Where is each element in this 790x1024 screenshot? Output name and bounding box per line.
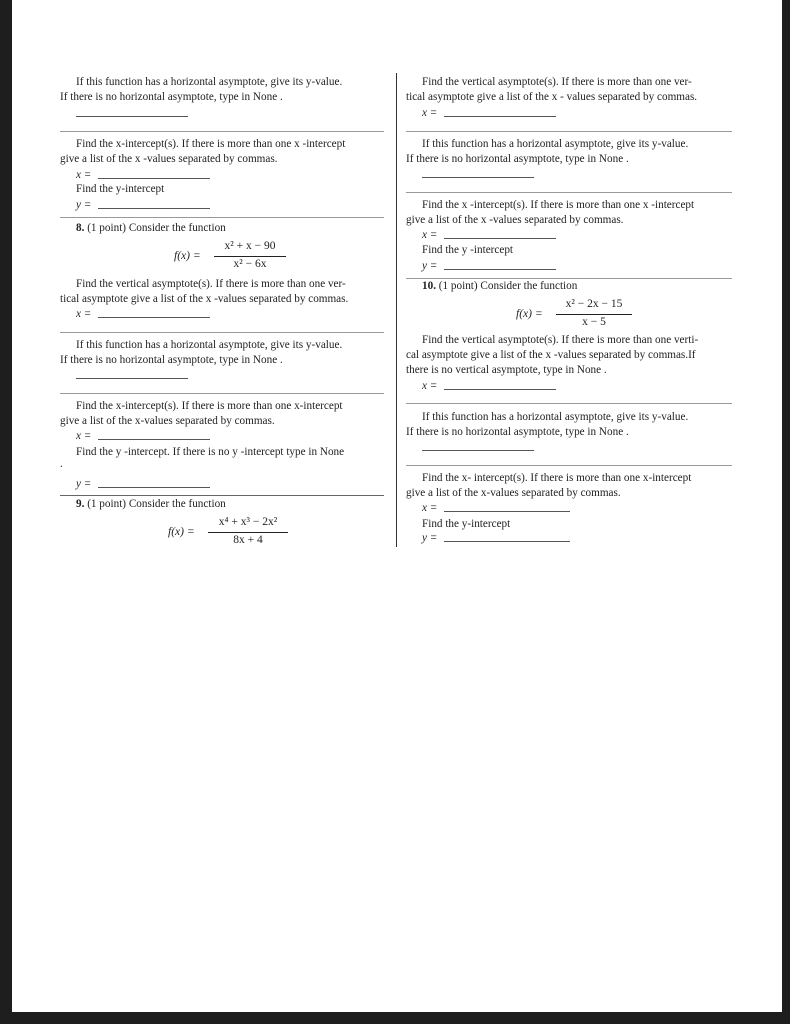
q8-points: (1 point) Consider the function [87,222,226,234]
q9-number: 9. [76,498,85,510]
divider [60,332,384,333]
q10-fx: f(x) = [516,308,543,320]
xi-prompt-line1: Find the x-intercept(s). If there is more than one x -intercept [76,138,346,150]
va-answer-input[interactable] [444,116,556,117]
worksheet-page [12,0,782,1012]
q10-xi-answer-input[interactable] [444,511,570,512]
q8-numerator: x² + x − 90 [224,240,276,252]
q8-fx: f(x) = [174,250,201,262]
q9-denominator: 8x + 4 [233,534,263,546]
q10-denominator: x − 5 [582,316,606,328]
q8-header [76,221,226,236]
q8-ha-line1: If this function has a horizontal asymptote, give its y-value. [76,339,343,351]
y-label: y = [422,260,438,272]
q10-header [422,279,577,294]
q8-yi-answer-input[interactable] [98,487,210,488]
q10-yi-prompt: Find the y-intercept [422,518,511,530]
x-label: x = [422,107,438,119]
ha2-answer-input[interactable] [422,177,534,178]
x-label: x = [76,430,92,442]
q10-ha-answer-input[interactable] [422,450,534,451]
y-label: y = [76,478,92,490]
q8-number: 8. [76,222,85,234]
q10-va-line3: there is no vertical asymptote, type in None . [406,364,607,376]
q10-numerator: x² − 2x − 15 [565,298,623,310]
divider [406,465,732,466]
q8-xi-line1: Find the x-intercept(s). If there is more than one x-intercept [76,400,343,412]
fraction-bar [214,256,286,257]
q10-va-line1: Find the vertical asymptote(s). If there is more than one verti- [422,334,699,346]
fraction-bar [556,314,632,315]
va-prompt-line2: tical asymptote give a list of the x - values separated by commas. [406,91,698,103]
divider [60,393,384,394]
q9-fx: f(x) = [168,526,195,538]
q9-header [76,497,226,512]
y-label: y = [422,532,438,544]
divider [60,495,384,496]
divider [406,131,732,132]
q8-xi-answer-input[interactable] [98,439,210,440]
q8-ha-line2: If there is no horizontal asymptote, type in None . [60,354,283,366]
q10-points: (1 point) Consider the function [438,280,578,292]
xi-prompt-line2: give a list of the x -values separated by commas. [60,153,278,165]
q8-yi-prompt: Find the y -intercept. If there is no y -intercept type in None [76,446,345,458]
y-intercept-prompt: Find the y -intercept [422,244,514,256]
x-label: x = [76,169,92,181]
divider [406,192,732,193]
y-intercept-prompt: Find the y-intercept [76,183,165,195]
x-label: x = [76,308,92,320]
x-label: x = [422,502,438,514]
q10-va-answer-input[interactable] [444,389,556,390]
ha2-line1: If this function has a horizontal asymptote, give its y-value. [422,138,689,150]
q10-xi-line1: Find the x- intercept(s). If there is more than one x-intercept [422,472,692,484]
xi2-line2: give a list of the x -values separated by commas. [406,214,624,226]
x-label: x = [422,229,438,241]
q10-number: 10. [422,280,436,292]
fraction-bar [208,532,288,533]
divider [60,217,384,218]
q10-ha-line1: If this function has a horizontal asymptote, give its y-value. [422,411,689,423]
q8-va-answer-input[interactable] [98,317,210,318]
divider [60,131,384,132]
x-label: x = [422,380,438,392]
va-prompt-line1: Find the vertical asymptote(s). If there is more than one ver- [422,76,692,88]
q10-xi-line2: give a list of the x-values separated by commas. [406,487,621,499]
ha-answer-input[interactable] [76,116,188,117]
q10-ha-line2: If there is no horizontal asymptote, type in None . [406,426,629,438]
q8-xi-line2: give a list of the x-values separated by commas. [60,415,275,427]
column-divider [396,73,397,547]
y-label: y = [76,199,92,211]
q9-points: (1 point) Consider the function [87,498,226,510]
divider [406,403,732,404]
xi2-line1: Find the x -intercept(s). If there is more than one x -intercept [422,199,695,211]
yi2-answer-input[interactable] [444,269,556,270]
q8-denominator: x² − 6x [233,258,267,270]
yi-answer-input[interactable] [98,208,210,209]
q10-va-line2: cal asymptote give a list of the x -values separated by commas.If [406,349,696,361]
ha-prompt-line1: If this function has a horizontal asymptote, give its y-value. [76,76,343,88]
q8-ha-answer-input[interactable] [76,378,188,379]
ha2-line2: If there is no horizontal asymptote, type in None . [406,153,629,165]
xi2-answer-input[interactable] [444,238,556,239]
q9-numerator: x⁴ + x³ − 2x² [218,516,278,528]
q8-va-line1: Find the vertical asymptote(s). If there is more than one ver- [76,278,346,290]
xi-answer-input[interactable] [98,178,210,179]
punctuation: . [60,458,63,470]
ha-prompt-line2: If there is no horizontal asymptote, type in None . [60,91,283,103]
q10-yi-answer-input[interactable] [444,541,570,542]
q8-va-line2: tical asymptote give a list of the x -values separated by commas. [60,293,349,305]
